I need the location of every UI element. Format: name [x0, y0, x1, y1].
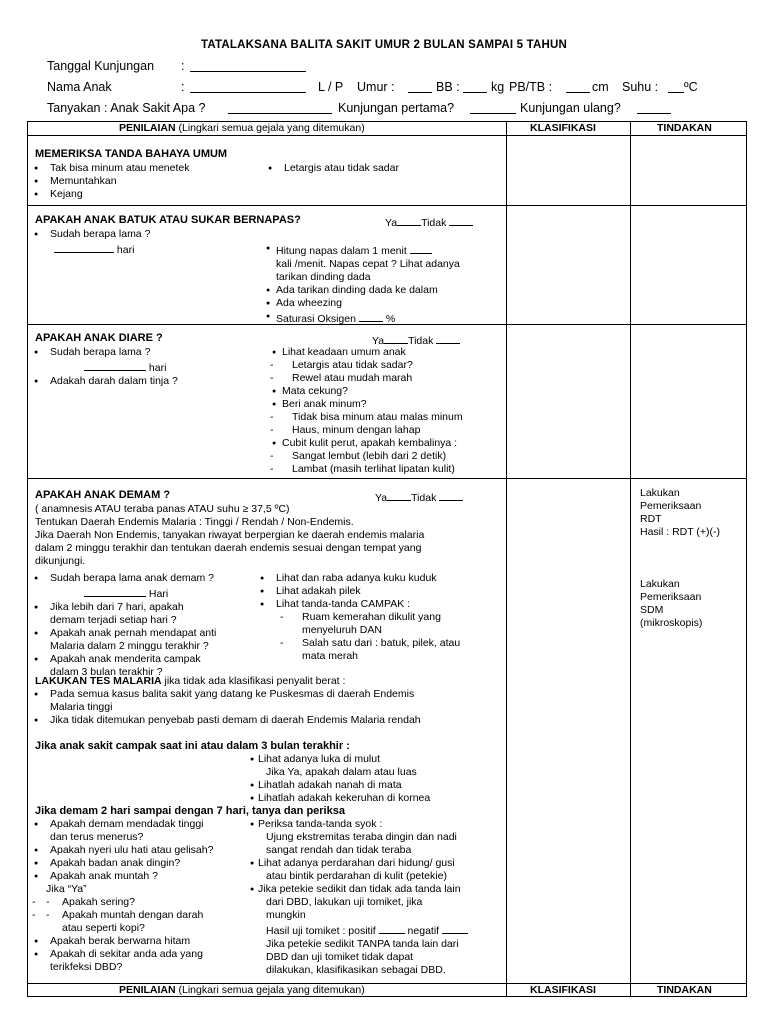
checklist-item[interactable] [262, 310, 502, 326]
tomiket-positif-field[interactable] [379, 922, 405, 934]
tindakan-line: (mikroskopis) [640, 617, 703, 629]
checklist-text: mata merah [302, 650, 359, 662]
kg-unit: kg [491, 80, 505, 94]
checklist-item[interactable]: ● Lihat keadaan umum anak [268, 346, 502, 359]
dbd-title: Jika demam 2 hari sampai dengan 7 hari, tanya dan periksa [35, 805, 345, 817]
diare-section-title [35, 332, 163, 345]
tes-malaria-title: LAKUKAN TES MALARIA [35, 675, 162, 687]
tindakan-line: Pemeriksaan [640, 591, 702, 603]
batuk-left [30, 228, 260, 257]
checklist-text: demam terjadi setiap hari ? [50, 614, 177, 626]
diare-left [30, 346, 260, 388]
intro-line: Jika Daerah Non Endemis, tanyakan riwayat berpergian ke daerah endemis malaria [35, 529, 425, 541]
section-title: APAKAH ANAK DIARE ? [35, 332, 163, 344]
penilaian-header-label: PENILAIAN [119, 984, 176, 996]
ya-label: Ya [372, 335, 385, 347]
table-bottom-border [27, 996, 747, 997]
sub-item[interactable]: - Letargis atau tidak sadar? [268, 359, 502, 372]
batuk-right [262, 242, 502, 326]
tindakan-line: Lakukan [640, 487, 680, 499]
checklist-text: Malaria dalam 2 minggu terakhir ? [50, 640, 209, 652]
demam-right [256, 572, 502, 663]
tanyakan-label: Tanyakan : Anak Sakit Apa ? [47, 101, 206, 115]
checklist-item[interactable]: ● Jika lebih dari 7 hari, apakah [30, 601, 260, 614]
checklist-item[interactable]: ● Lihat tanda-tanda CAMPAK : [256, 598, 502, 611]
checklist-item[interactable]: ● Sudah berapa lama anak demam ? [30, 572, 260, 585]
checklist-item[interactable]: ● Pada semua kasus balita sakit yang datang ke Puskesmas di daerah Endemis [30, 688, 502, 701]
sub-item[interactable]: - Sangat lembut (lebih dari 2 detik) [268, 450, 502, 463]
checklist-text: tarikan dinding dada [276, 271, 371, 283]
checklist-item[interactable]: ● Lihat dan raba adanya kuku kuduk [256, 572, 502, 585]
tidak-label: Tidak [421, 217, 447, 229]
ya-field[interactable] [384, 332, 408, 344]
table-left-border [27, 121, 28, 997]
sub-item[interactable]: - - Apakah muntah dengan darah [30, 909, 250, 922]
tindakan-line: SDM [640, 604, 664, 616]
checklist-text: kali /menit. Napas cepat ? Lihat adanya [276, 258, 460, 270]
umur-field[interactable] [408, 81, 432, 93]
kunjungan-ulang-label: Kunjungan ulang? [520, 101, 621, 115]
form-title: TATALAKSANA BALITA SAKIT UMUR 2 BULAN SAMPAI 5 TAHUN [200, 39, 568, 51]
sub-item[interactable]: - Ruam kemerahan dikulit yang [256, 611, 502, 624]
tindakan-line: Pemeriksaan [640, 500, 702, 512]
checklist-item[interactable]: ● Mata cekung? [268, 385, 502, 398]
hari-field[interactable] [84, 359, 146, 371]
penilaian-header-note: (Lingkari semua gejala yang ditemukan) [178, 984, 365, 996]
penilaian-header-bottom [119, 984, 365, 996]
bahaya-left-list [30, 162, 260, 201]
percent-unit: % [385, 313, 396, 325]
sub-item[interactable]: - Rewel atau mudah marah [268, 372, 502, 385]
penilaian-header-note: (Lingkari semua gejala yang ditemukan) [178, 122, 365, 134]
suhu-label: Suhu : [622, 80, 659, 94]
tidak-field[interactable] [436, 332, 460, 344]
table-header-bottom-border [27, 135, 747, 136]
tes-malaria-note: jika tidak ada klasifikasi penyalit berat : [161, 675, 346, 687]
checklist-item[interactable]: ● Jika tidak ditemukan penyebab pasti demam di daerah Endemis Malaria rendah [30, 714, 502, 727]
tanggal-kunjungan-label: Tanggal Kunjungan [47, 59, 155, 73]
checklist-item[interactable]: ● Apakah di sekitar anda ada yang [30, 948, 250, 961]
checklist-text: Saturasi Oksigen [276, 313, 356, 325]
celsius-unit: ºC [684, 80, 698, 94]
hari-label: hari [116, 244, 135, 256]
pbtb-field[interactable] [566, 81, 590, 93]
checklist-text: terikfeksi DBD? [50, 961, 123, 973]
sub-item[interactable]: - Salah satu dari : batuk, pilek, atau [256, 637, 502, 650]
dbd-title-block [35, 805, 503, 818]
checklist-text: Jika petekie sedikit TANPA tanda lain dari [266, 938, 459, 950]
tidak-field[interactable] [439, 489, 463, 501]
sub-item[interactable]: - Lambat (masih terlihat lipatan kulit) [268, 463, 502, 476]
bahaya-umum-section [35, 148, 227, 161]
nama-anak-label: Nama Anak [47, 80, 112, 94]
batuk-section-title [35, 214, 301, 227]
sub-item-text: Apakah muntah dengan darah [62, 909, 204, 921]
checklist-item[interactable]: ● Apakah anak menderita campak [30, 653, 260, 666]
colon: : [181, 80, 185, 94]
checklist-item[interactable]: ● Apakah nyeri ulu hati atau gelisah? [30, 844, 250, 857]
checklist-item[interactable]: ● Ada tarikan dinding dada ke dalam [262, 284, 502, 297]
tidak-field[interactable] [449, 214, 473, 226]
tindakan-line: Lakukan [640, 578, 680, 590]
checklist-text: mungkin [266, 909, 306, 921]
checklist-item[interactable]: ● Ada wheezing [262, 297, 502, 310]
umur-label: Umur : [357, 80, 395, 94]
diare-right [268, 346, 502, 476]
sub-item[interactable]: - - Apakah sering? [30, 896, 250, 909]
tes-malaria-list [30, 688, 502, 727]
bb-label: BB : [436, 80, 460, 94]
sub-item[interactable]: - Haus, minum dengan lahap [268, 424, 502, 437]
sub-item-text: Apakah sering? [62, 896, 135, 908]
hari-label: Hari [148, 588, 169, 600]
penilaian-header-label: PENILAIAN [119, 122, 176, 134]
checklist-item[interactable]: ● Tak bisa minum atau menetek [30, 162, 260, 175]
tidak-label: Tidak [411, 492, 437, 504]
tindakan-header-bottom: TINDAKAN [657, 984, 712, 996]
intro-line: ( anamnesis ATAU teraba panas ATAU suhu ≥ 37,5 ºC) [35, 503, 290, 515]
checklist-text: dan terus menerus? [50, 831, 144, 843]
checklist-item[interactable]: ● Kejang [30, 188, 260, 201]
klasifikasi-header: KLASIFIKASI [530, 122, 596, 134]
checklist-text: dilakukan, klasifikasikan sebagai DBD. [266, 964, 446, 976]
checklist-item[interactable]: ● Adakah darah dalam tinja ? [30, 375, 260, 388]
checklist-text: Hitung napas dalam 1 menit [276, 245, 407, 257]
checklist-item[interactable]: ● Memuntahkan [30, 175, 260, 188]
checklist-item[interactable]: ● Apakah anak pernah mendapat anti [30, 627, 260, 640]
ya-label: Ya [385, 217, 398, 229]
bb-field[interactable] [463, 81, 487, 93]
checklist-text: Ujung ekstremitas teraba dingin dan nadi [266, 831, 457, 843]
batuk-ya-tidak [385, 214, 473, 230]
checklist-item[interactable]: ● Lihat adakah pilek [256, 585, 502, 598]
table-right-border [746, 121, 747, 997]
colon: : [181, 59, 185, 73]
tomiket-negatif-label: negatif [407, 925, 440, 937]
checklist-text: dalam 3 bulan terakhir ? [50, 666, 163, 678]
campak-list [246, 753, 502, 805]
saturasi-field[interactable] [359, 310, 383, 322]
checklist-item[interactable]: ● Lihatlah adakah nanah di mata [246, 779, 502, 792]
checklist-text: Jika “Ya” [46, 883, 87, 895]
checklist-item[interactable]: ● Lihat adanya perdarahan dari hidung/ gusi [246, 857, 504, 870]
dbd-right [246, 818, 504, 977]
checklist-text: DBD dan uji tomiket tidak dapat [266, 951, 414, 963]
checklist-item[interactable]: ● Sudah berapa lama ? [30, 346, 260, 359]
intro-line: dikunjungi. [35, 555, 86, 567]
kunjungan-pertama-field[interactable] [470, 102, 516, 114]
checklist-item[interactable]: ● Lihat adanya luka di mulut [246, 753, 502, 766]
demam-intro [35, 503, 503, 568]
tomiket-negatif-field[interactable] [442, 922, 468, 934]
checklist-item[interactable]: ● Lihatlah adakah kekeruhan di kornea [246, 792, 502, 805]
tindakan-rdt [640, 487, 744, 539]
demam-section-title [35, 489, 170, 502]
intro-line: dalam 2 minggu terakhir dan tentukan daerah endemis sesuai dengan tempat yang [35, 542, 422, 554]
row-divider [27, 478, 747, 479]
section-title: APAKAH ANAK DEMAM ? [35, 489, 171, 501]
table-col-divider-1 [506, 121, 507, 997]
checklist-text: dari DBD, lakukan uji tomiket, jika [266, 896, 423, 908]
nama-anak-field[interactable] [190, 81, 306, 93]
checklist-text: Malaria tinggi [50, 701, 113, 713]
rdt-result[interactable]: Hasil : RDT (+)(-) [640, 526, 721, 538]
ya-field[interactable] [387, 489, 411, 501]
table-col-divider-2 [630, 121, 631, 997]
dbd-left [30, 818, 250, 974]
demam-left [30, 572, 260, 679]
tindakan-sdm [640, 578, 744, 630]
klasifikasi-header-bottom: KLASIFIKASI [530, 984, 596, 996]
checklist-text: atau bintik perdarahan di kulit (petekie) [266, 870, 447, 882]
hari-label: hari [148, 362, 167, 374]
checklist-item[interactable] [262, 242, 502, 258]
checklist-item[interactable]: ● Jika petekie sedikit dan tidak ada tanda lain [246, 883, 504, 896]
tomiket-result-line [246, 922, 504, 938]
hari-field[interactable] [84, 585, 146, 597]
penilaian-header [119, 122, 365, 134]
checklist-item[interactable]: ● Apakah demam mendadak tinggi [30, 818, 250, 831]
intro-line: Tentukan Daerah Endemis Malaria : Tinggi / Rendah / Non-Endemis. [35, 516, 354, 528]
campak-title-block [35, 740, 503, 753]
gender-label: L / P [318, 80, 344, 94]
tomiket-positif-label: Hasil uji tomiket : positif [266, 925, 376, 937]
checklist-item[interactable]: ● Apakah anak muntah ? [30, 870, 250, 883]
cm-unit: cm [592, 80, 609, 94]
checklist-item[interactable]: ● Periksa tanda-tanda syok : [246, 818, 504, 831]
tindakan-line: RDT [640, 513, 662, 525]
tes-malaria-block [35, 675, 503, 688]
checklist-text: menyeluruh DAN [302, 624, 382, 636]
section-title: MEMERIKSA TANDA BAHAYA UMUM [35, 148, 228, 160]
sub-item[interactable]: - Tidak bisa minum atau malas minum [268, 411, 502, 424]
pbtb-label: PB/TB : [509, 80, 553, 94]
row-divider [27, 205, 747, 206]
ya-label: Ya [375, 492, 388, 504]
napas-field[interactable] [410, 242, 432, 254]
hari-field[interactable] [54, 241, 114, 253]
checklist-text: atau seperti kopi? [62, 922, 145, 934]
checklist-item[interactable]: ● Letargis atau tidak sadar [264, 162, 399, 175]
kunjungan-ulang-field[interactable] [637, 102, 671, 114]
checklist-text: sangat rendah dan tidak teraba [266, 844, 412, 856]
checklist-item[interactable]: ● Apakah berak berwarna hitam [30, 935, 250, 948]
checklist-text: Jika Ya, apakah dalam atau luas [266, 766, 417, 778]
ya-field[interactable] [397, 214, 421, 226]
checklist-item[interactable]: ● Sudah berapa lama ? [30, 228, 260, 241]
kunjungan-pertama-label: Kunjungan pertama? [338, 101, 455, 115]
checklist-item[interactable]: ● Cubit kulit perut, apakah kembalinya : [268, 437, 502, 450]
tanggal-kunjungan-field[interactable] [190, 60, 306, 72]
checklist-item[interactable]: ● Beri anak minum? [268, 398, 502, 411]
checklist-item[interactable]: ● Apakah badan anak dingin? [30, 857, 250, 870]
tidak-label: Tidak [408, 335, 434, 347]
suhu-field[interactable] [668, 81, 684, 93]
section-title: APAKAH ANAK BATUK ATAU SUKAR BERNAPAS? [35, 214, 301, 226]
tindakan-header: TINDAKAN [657, 122, 712, 134]
campak-title: Jika anak sakit campak saat ini atau dalam 3 bulan terakhir : [35, 740, 350, 752]
bahaya-right-list [264, 162, 399, 175]
anak-sakit-apa-field[interactable] [228, 102, 332, 114]
